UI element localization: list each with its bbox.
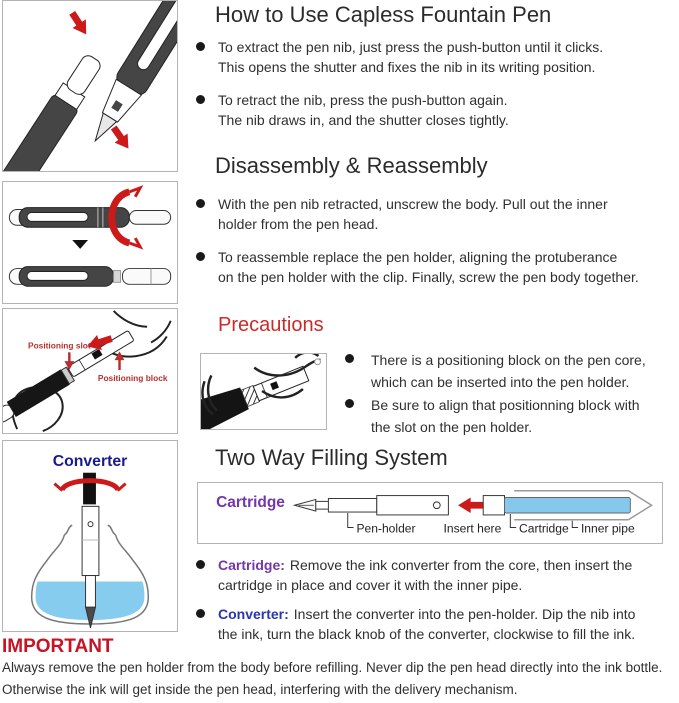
positioning-slot-label: Positioning slot — [28, 340, 91, 351]
bullet-icon — [345, 399, 354, 408]
precautions-bullet-1 — [345, 349, 646, 393]
bullet-line: Converter: Insert the converter into the pen-holder. Dip the nib into — [218, 606, 636, 622]
unscrew-drawing — [3, 182, 177, 303]
hand-strokes — [12, 311, 170, 431]
disassembly-title: Disassembly & Reassembly — [215, 153, 488, 178]
cartridge-callout-line — [510, 514, 516, 528]
press-arrow-icon — [66, 9, 93, 39]
bullet-icon — [196, 609, 205, 618]
bullet-line: cartridge in place and cover it with the inner pipe. — [218, 577, 523, 593]
disassembly-bullet-2 — [196, 247, 639, 287]
precautions-drawing — [201, 354, 326, 429]
pen-holder-label: Pen-holder — [356, 521, 416, 536]
cartridge-bullet — [196, 555, 632, 595]
bullet-line: Be sure to align that positionning block with — [371, 397, 640, 413]
insert-here-label: Insert here — [443, 521, 502, 536]
down-triangle-icon — [72, 240, 88, 249]
how-to-use-title: How to Use Capless Fountain Pen — [215, 2, 552, 27]
bullet-line: To reassemble replace the pen holder, aligning the protuberance — [218, 249, 618, 265]
bullet-line: To extract the pen nib, just press the push-button until it clicks. — [218, 39, 604, 55]
important-line-2: Otherwise the ink will get inside the pen head, interfering with the delivery mechanism. — [2, 682, 518, 697]
pen-holder-callout-line — [348, 513, 354, 528]
bullet-line: This opens the shutter and fixes the nib in its writing position. — [218, 59, 596, 75]
converter-bottle-drawing — [3, 441, 177, 631]
separated-pen-drawing — [9, 267, 170, 287]
precautions-bullet-2 — [345, 394, 640, 438]
converter-label: Converter — [52, 452, 128, 470]
cartridge-lead-label: Cartridge: — [218, 557, 285, 573]
bullet-line: the ink, turn the black knob of the converter, clockwise to fill the ink. — [218, 626, 636, 642]
cartridge-diagram-header: Cartridge — [216, 494, 285, 512]
capped-pen-drawing — [3, 50, 107, 171]
two-way-title: Two Way Filling System — [215, 445, 448, 470]
illustration-precautions — [200, 353, 327, 430]
retract-arrow-icon — [107, 123, 135, 153]
positioning-block-label: Positioning block — [97, 372, 168, 383]
bullet-icon — [196, 95, 205, 104]
cartridge-diagram-drawing — [198, 483, 662, 543]
converter-lead-label: Converter: — [218, 606, 289, 622]
bullet-icon — [345, 354, 354, 363]
positioning-drawing — [3, 309, 177, 433]
bullet-line: To retract the nib, press the push-button again. — [218, 92, 508, 108]
important-title: IMPORTANT — [2, 636, 114, 657]
converter-bullet — [196, 604, 635, 644]
inner-pipe-label: Inner pipe — [580, 521, 635, 536]
hole-icon — [315, 359, 321, 365]
bullet-line: which can be inserted into the pen holder. — [371, 374, 630, 390]
bullet-icon — [196, 42, 205, 51]
bullet-line: on the pen holder with the clip. Finally, screw the pen body together. — [218, 269, 639, 285]
bullet-line: the slot on the pen holder. — [371, 419, 533, 435]
cartridge-label: Cartridge — [519, 521, 569, 536]
bullet-line: There is a positioning block on the pen core, — [371, 352, 646, 368]
illustration-unscrew — [2, 181, 178, 304]
bullet-line: With the pen nib retracted, unscrew the body. Pull out the inner — [218, 196, 608, 212]
how-to-use-bullet-2 — [196, 90, 509, 130]
inner-pipe-callout-line — [572, 521, 578, 528]
pen-holder-rod-drawing — [67, 330, 134, 377]
insert-arrow-icon — [458, 498, 483, 513]
how-to-use-bullet-1 — [196, 37, 603, 77]
bullet-line: The nib draws in, and the shutter closes tightly. — [218, 112, 509, 128]
precautions-title: Precautions — [218, 314, 324, 336]
bullet-icon — [196, 199, 205, 208]
illustration-press-button — [2, 0, 178, 172]
bullet-icon — [196, 560, 205, 569]
pen-holder-drawing — [295, 496, 449, 515]
bullet-line: holder from the pen head. — [218, 216, 379, 232]
disassembly-bullet-1 — [196, 194, 608, 234]
bullet-line: Cartridge: Remove the ink converter from the core, then insert the — [218, 557, 633, 573]
cartridge-drawing — [483, 491, 651, 520]
cartridge-diagram — [197, 482, 663, 544]
illustration-converter-bottle — [2, 440, 178, 632]
illustration-positioning — [2, 308, 178, 434]
press-button-drawing — [3, 1, 177, 171]
bullet-icon — [196, 252, 205, 261]
important-line-1: Always remove the pen holder from the body before refilling. Never dip the pen head directly into the ink bottle. — [2, 660, 663, 675]
assembled-pen-drawing — [9, 208, 170, 228]
text-column — [185, 0, 679, 703]
